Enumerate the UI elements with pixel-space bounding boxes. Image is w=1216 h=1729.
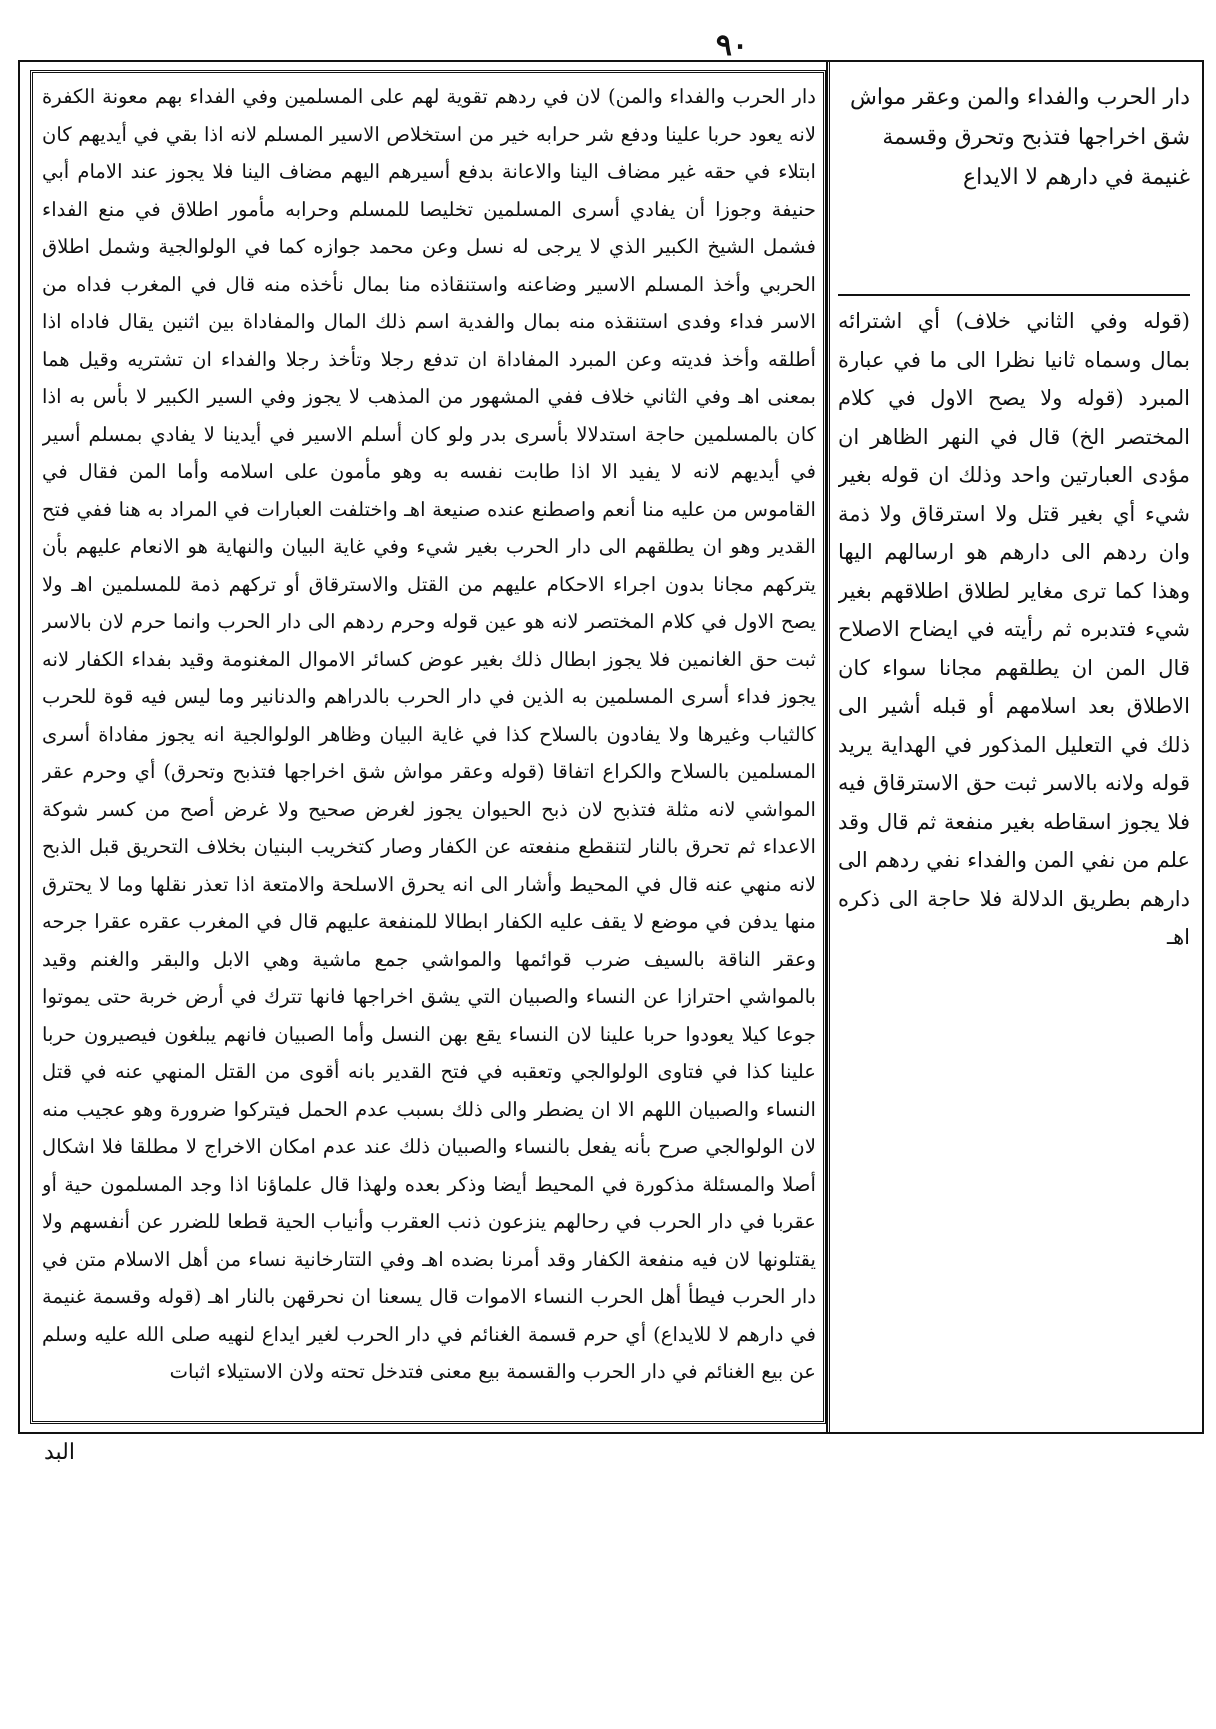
margin-matn-header: دار الحرب والفداء والمن وعقر مواش شق اخراجها فتذبح وتحرق وقسمة غنيمة في دارهم لا الايداع <box>850 85 1190 190</box>
main-commentary-text: دار الحرب والفداء والمن) لان في ردهم تقوية لهم على المسلمين وفي الفداء بهم معونة الكفرة لانه يعود حربا علينا ودفع شر حرابه خير من استخلاص الاسير المسلم لانه اذا بقي في أيديهم كان ابتلاء في حقه غير مضاف الينا والاعانة بدفع أسيرهم اليهم مضاف الينا فلا يجوز عند الامام أبي حنيفة وجوزا أن يفادي أسرى المسلمين تخليصا للمسلم وحرابه مأمور اطلاق في منع الفداء فشمل الشيخ الكبير الذي لا يرجى له نسل وعن محمد جوازه كما في الولوالجية وشمل اطلاق الحربي وأخذ المسلم الاسير وضاعنه واستنقاذه منا بمال نأخذه منه قال في المغرب فداه من الاسر فداء وفدى استنقذه منه بمال والفدية اسم ذلك المال والمفاداة بين اثنين يقال فاداه اذا أطلقه وأخذ فديته وعن المبرد المفاداة ان تدفع رجلا وتأخذ رجلا والفداء ان تشتريه وقيل هما بمعنى اهـ وفي الثاني خلاف ففي المشهور من المذهب لا يجوز وفي السير الكبير لا بأس به اذا كان بالمسلمين حاجة استدلالا بأسرى بدر ولو كان أسلم الاسير في أيدينا لا يفادي بمسلم أسير في أيديهم لانه لا يفيد الا اذا طابت نفسه به وهو مأمون على اسلامه وأما المن فقال في القاموس من عليه منا أنعم واصطنع عنده صنيعة اهـ واختلفت العبارات في المراد به هنا ففي فتح القدير وهو ان يطلقهم الى دار الحرب بغير شيء وفي غاية البيان والنهاية هو الانعام عليهم بأن يتركهم مجانا بدون اجراء الاحكام عليهم من القتل والاسترقاق أو تركهم ذمة للمسلمين اهـ ولا يصح الاول في كلام المختصر لانه هو عين قوله وحرم ردهم الى دار الحرب وانما حرم لان بالاسر ثبت حق الغانمين فلا يجوز ابطال ذلك بغير عوض كسائر الاموال المغنومة وقيد بفداء الكفار لانه يجوز فداء أسرى المسلمين به الذين في دار الحرب بالدراهم والدنانير وما ليس فيه قوة للحرب كالثياب وغيرها ولا يفادون بالسلاح كذا في غاية البيان وظاهر الولوالجية انه يجوز مفاداة أسرى المسلمين بالسلاح والكراع اتفاقا (قوله وعقر مواش شق اخراجها فتذبح وتحرق) أي وحرم عقر المواشي لانه مثلة فتذبح لان ذبح الحيوان يجوز لغرض صحيح ولا غرض أصح من كسر شوكة الاعداء ثم تحرق بالنار لتنقطع منفعته عن الكفار وصار كتخريب البنيان بخلاف التحريق قبل الذبح لانه منهي عنه قال في المحيط وأشار الى انه يحرق الاسلحة والامتعة اذا تعذر نقلها وما لا يحترق منها يدفن في موضع لا يقف عليه الكفار ابطالا للمنفعة عليهم قال في المغرب عقره عقرا جرحه وعقر الناقة بالسيف ضرب قوائمها والمواشي جمع ماشية وهي الابل والبقر والغنم وقيد بالمواشي احترازا عن النساء والصبيان التي يشق اخراجها فانها تترك في أرض خربة حتى يموتوا جوعا كيلا يعودوا حربا علينا لان النساء يقع بهن النسل وأما الصبيان فانهم يبلغون فيصيرون حربا علينا كذا في فتاوى الولوالجي وتعقبه في فتح القدير بانه أقوى من القتل المنهي عنه في قتل النساء والصبيان اللهم الا ان يضطر والى ذلك بسبب عدم الحمل فيتركوا ضرورة وهو عجيب منه لان الولوالجي صرح بأنه يفعل بالنساء والصبيان ذلك عند عدم امكان الاخراج لا مطلقا فلا اشكال أصلا والمسئلة مذكورة في المحيط أيضا وذكر بعده ولهذا قال علماؤنا اذا وجد المسلمون حية أو عقربا في دار الحرب في رحالهم ينزعون ذنب العقرب وأنياب الحية قطعا للضرر عن أنفسهم ولا يقتلونها لان فيه منفعة الكفار وقد أمرنا بضده اهـ وفي التتارخانية نساء من أهل الاسلام متن في دار الحرب فيطأ أهل الحرب النساء الاموات قال يسعنا ان نحرقهن بالنار اهـ (قوله وقسمة غنيمة في دارهم لا للايداع) أي حرم قسمة الغنائم في دار الحرب لغير ايداع لنهيه صلى الله عليه وسلم عن بيع الغنائم في دار الحرب والقسمة بيع معنى فتدخل تحته ولان الاستيلاء اثبات <box>42 85 816 1383</box>
margin-divider <box>838 294 1190 296</box>
catchword: البد <box>44 1440 76 1465</box>
margin-gloss-body: (قوله وفي الثاني خلاف) أي اشترائه بمال وسماه ثانيا نظرا الى ما في عبارة المبرد (قوله ولا يصح الاول في كلام المختصر الخ) قال في النهر الظاهر ان مؤدى العبارتين واحد وذلك ان قوله بغير شيء أي بغير قتل ولا استرقاق ولا ذمة وان ردهم الى دارهم هو ارسالهم اليها وهذا كما ترى مغاير لطلاق اطلاقهم بغير شيء فتدبره ثم رأيته في ايضاح الاصلاح قال المن ان يطلقهم مجانا سواء كان الاطلاق بعد اسلامهم أو قبله أشير الى ذلك في التعليل المذكور في الهداية يريد قوله ولانه بالاسر ثبت حق الاسترقاق فيه فلا يجوز اسقاطه بغير منفعة ثم قال وقد علم من نفي المن والفداء نفي ردهم الى دارهم بطريق الدلالة فلا حاجة الى ذكره اهـ <box>838 309 1190 949</box>
page-number: ٩٠ <box>715 28 749 63</box>
marginal-gloss <box>838 78 1190 1382</box>
column-divider <box>826 60 830 1434</box>
